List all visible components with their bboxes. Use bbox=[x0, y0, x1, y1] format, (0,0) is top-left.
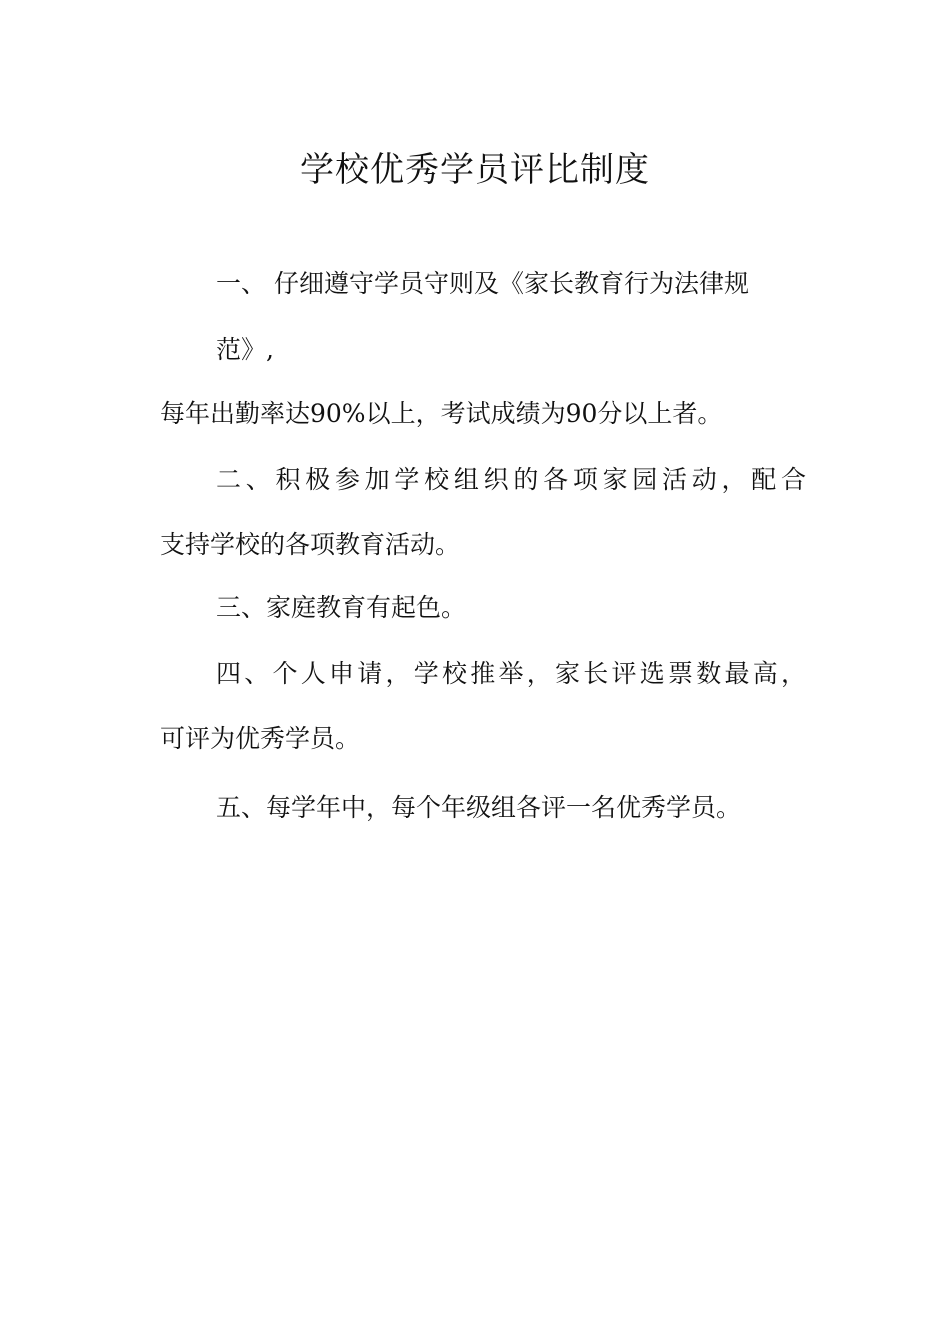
article-1-line-3: 每年出勤率达90%以上，考试成绩为90分以上者。 bbox=[160, 399, 723, 428]
article-1-line-2: 范》, bbox=[216, 335, 274, 364]
article-5-line-1: 五、每学年中，每个年级组各评一名优秀学员。 bbox=[216, 793, 742, 822]
document-title: 学校优秀学员评比制度 bbox=[300, 150, 650, 190]
article-3-line-1: 三、家庭教育有起色。 bbox=[216, 593, 467, 622]
article-4-line-2: 可评为优秀学员。 bbox=[160, 724, 361, 753]
article-2-line-1: 二、积极参加学校组织的各项家园活动，配合 bbox=[216, 465, 806, 494]
article-2-line-2: 支持学校的各项教育活动。 bbox=[160, 530, 461, 559]
article-1-line-1: 一、 仔细遵守学员守则及《家长教育行为法律规 bbox=[216, 269, 749, 298]
article-4-line-1: 四、个人申请，学校推举，家长评选票数最高， bbox=[216, 659, 806, 688]
